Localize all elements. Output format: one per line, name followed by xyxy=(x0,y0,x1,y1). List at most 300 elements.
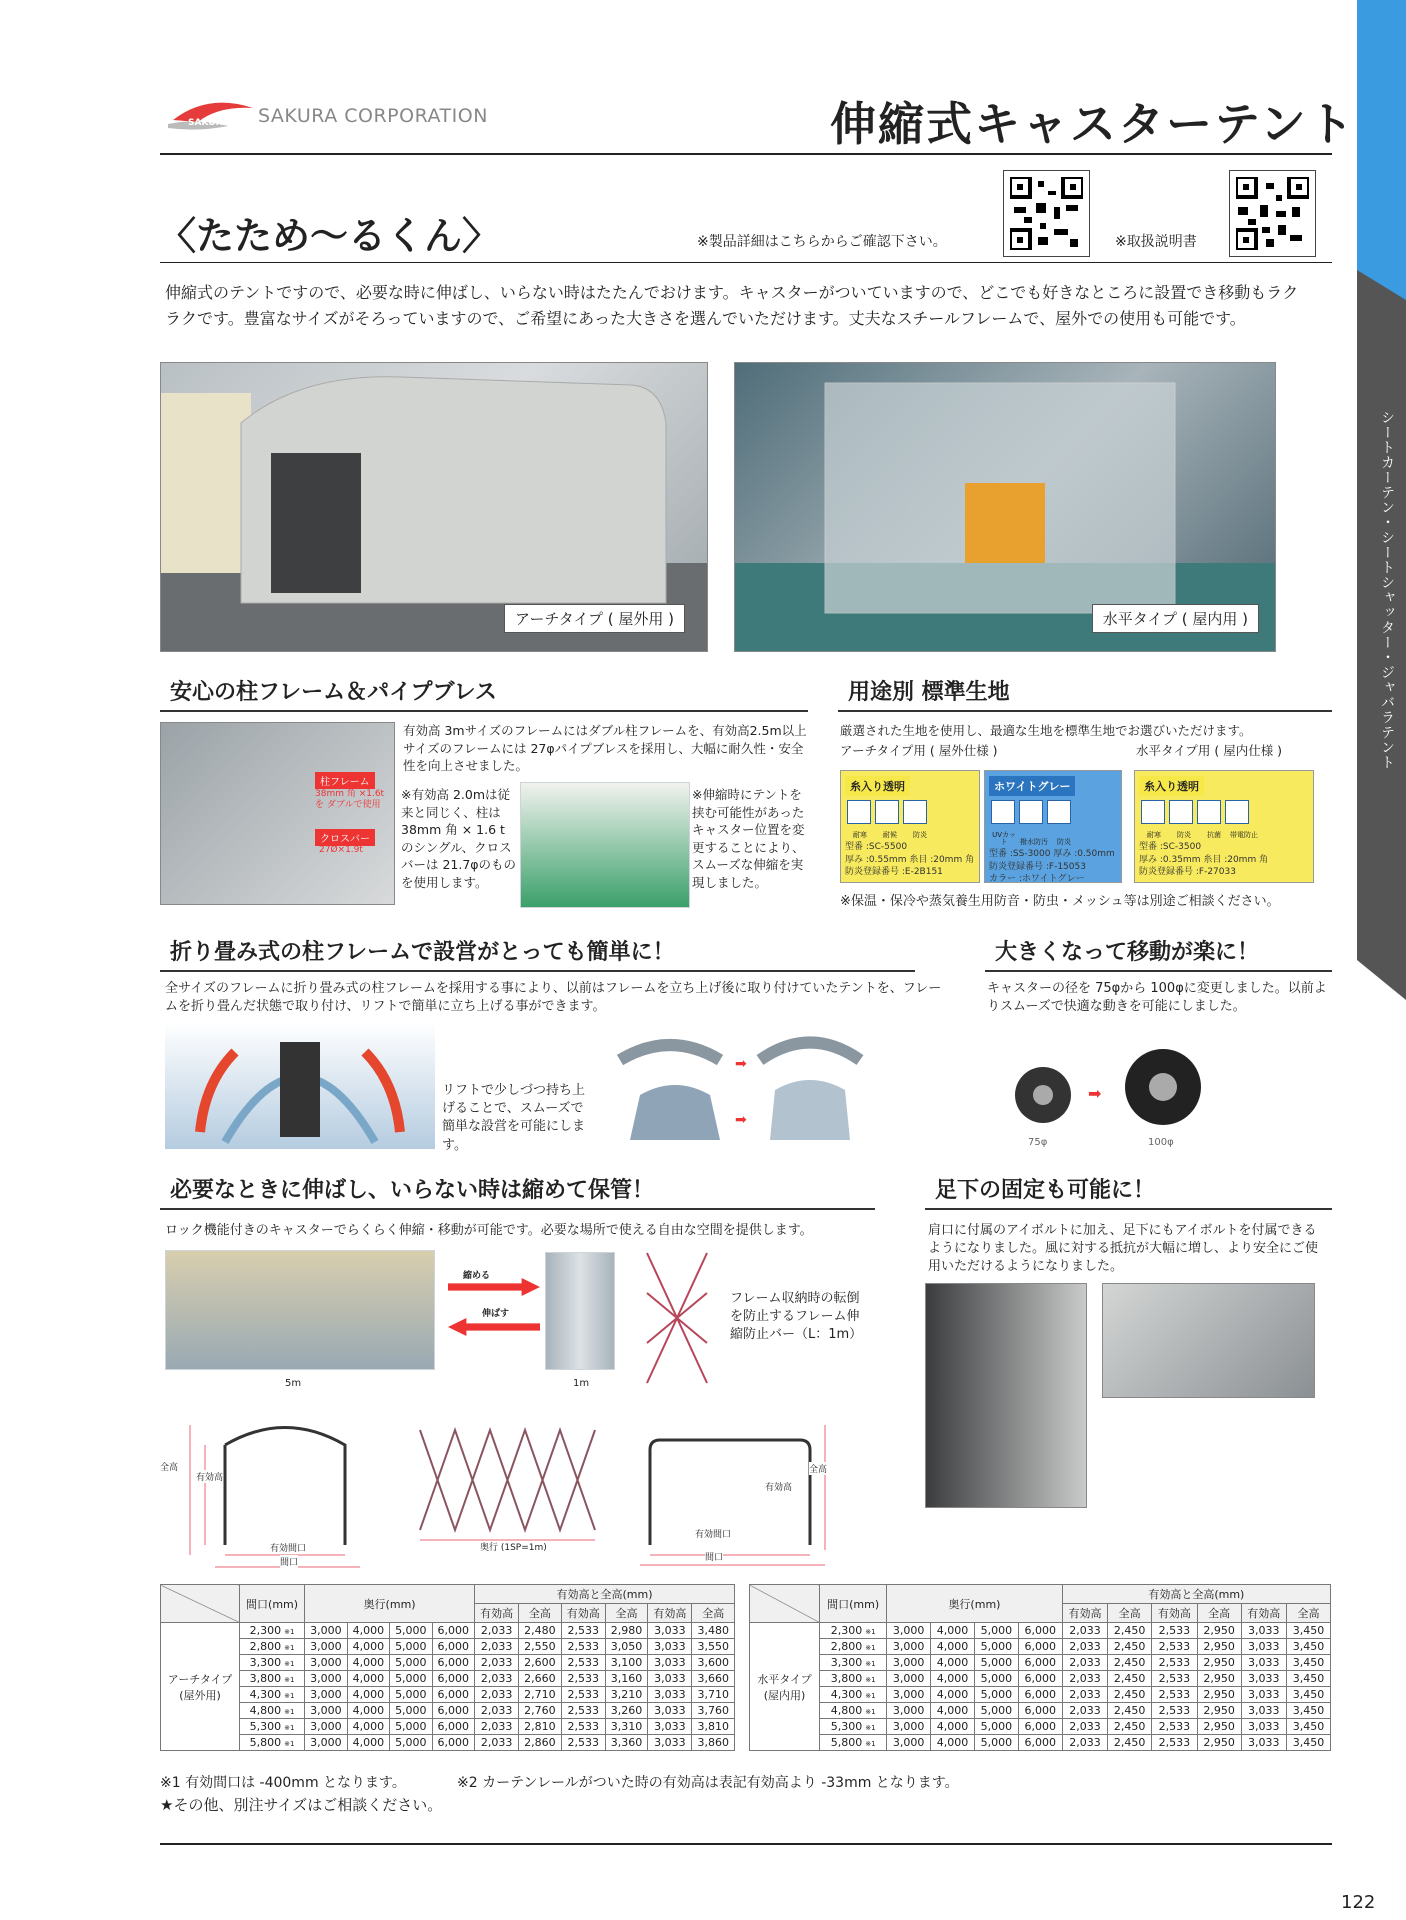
fabric-section-title: 用途別 標準生地 xyxy=(838,675,1332,712)
depth-cell: 6,000 xyxy=(1018,1671,1062,1687)
fabric-spec-line: 型番 :SC-5500 xyxy=(845,842,908,852)
head-effective-height: 有効高 xyxy=(648,1604,692,1623)
opening-value: 2,300 xyxy=(830,1624,863,1637)
shrink-label: 縮める xyxy=(463,1271,491,1281)
type-name: 水平タイプ xyxy=(757,1672,812,1686)
opening-value: 5,300 xyxy=(830,1720,863,1733)
fold-text: 全サイズのフレームに折り畳み式の柱フレームを採用する事により、以前はフレームを立ち上げ後に取り付けていたテントを、フレームを折り畳んだ状態で取り付け、リフトで簡単に立ち上げる事ができます。 xyxy=(165,981,942,1015)
effective-height-cell: 2,533 xyxy=(1152,1687,1198,1703)
head-total-height: 全高 xyxy=(605,1604,647,1623)
frame-text: 有効高 3mサイズのフレームにはダブル柱フレームを、有効高2.5m以上サイズのフレームには 27φパイプブレスを採用し、大幅に耐久性・安全性を向上させました。 xyxy=(403,723,807,773)
table-row xyxy=(161,1687,735,1703)
page-title: 伸縮式キャスターテント xyxy=(830,97,1356,151)
depth-cell: 3,000 xyxy=(305,1687,347,1703)
table-row xyxy=(161,1719,735,1735)
extend-label: 伸ばす xyxy=(482,1309,510,1319)
column-label: 柱フレーム xyxy=(315,772,375,789)
opening-mark: ※1 xyxy=(865,1740,876,1748)
side-tab-label: シートカーテン・シートシャッター・ジャバラテント xyxy=(1379,410,1395,770)
fabric-card-header: ホワイトグレー xyxy=(989,776,1075,796)
head-depth: 奥行(mm) xyxy=(887,1585,1062,1623)
depth-cell: 5,000 xyxy=(390,1687,432,1703)
fix-section-title: 足下の固定も可能に！ xyxy=(925,1173,1332,1210)
spec-table xyxy=(160,1584,735,1751)
opening-cell xyxy=(820,1671,887,1687)
dim-total-height: 全高 xyxy=(160,1463,179,1473)
depth-cell: 5,000 xyxy=(390,1719,432,1735)
head-total-height: 全高 xyxy=(519,1604,561,1623)
depth-cell: 5,000 xyxy=(390,1639,432,1655)
total-height-cell: 2,950 xyxy=(1197,1671,1241,1687)
effective-height-cell: 3,033 xyxy=(648,1671,692,1687)
total-height-cell: 2,950 xyxy=(1197,1623,1241,1639)
frame-section-title: 安心の柱フレーム＆パイプブレス xyxy=(160,675,808,712)
total-height-cell: 3,450 xyxy=(1287,1687,1331,1703)
effective-height-cell: 2,533 xyxy=(561,1719,605,1735)
table-row xyxy=(750,1719,1331,1735)
depth-cell: 3,000 xyxy=(887,1623,931,1639)
type-label xyxy=(161,1623,240,1751)
effective-height-cell: 3,033 xyxy=(1241,1687,1287,1703)
opening-value: 5,800 xyxy=(249,1736,282,1749)
cross-label: クロスバー xyxy=(315,829,375,846)
effective-height-cell: 2,033 xyxy=(475,1735,519,1751)
opening-mark: ※1 xyxy=(865,1644,876,1652)
depth-cell: 5,000 xyxy=(974,1639,1018,1655)
depth-cell: 3,000 xyxy=(887,1639,931,1655)
fabric-spec-line: 型番 :SS-3000 厚み :0.50mm xyxy=(989,849,1115,859)
head-opening: 間口(mm) xyxy=(239,1585,304,1623)
fabric-arch-label: アーチタイプ用 ( 屋外仕様 ) xyxy=(840,743,998,758)
effective-height-cell: 2,033 xyxy=(1062,1735,1108,1751)
depth-cell: 3,000 xyxy=(887,1655,931,1671)
effective-height-cell: 2,033 xyxy=(1062,1671,1108,1687)
footnote-2: ※2 カーテンレールがついた時の有効高は表記有効高より -33mm となります。 xyxy=(457,1775,959,1791)
arrow-glyph: ➡ xyxy=(735,1112,747,1128)
depth-cell: 5,000 xyxy=(974,1719,1018,1735)
frame-photo xyxy=(160,722,395,905)
total-height-cell: 2,950 xyxy=(1197,1719,1241,1735)
opening-value: 3,300 xyxy=(830,1656,863,1669)
table-row xyxy=(750,1623,1331,1639)
opening-mark: ※1 xyxy=(865,1676,876,1684)
flat-dimension-drawing xyxy=(625,1410,855,1570)
caster-illustration xyxy=(520,782,690,908)
move-section-title: 大きくなって移動が楽に！ xyxy=(985,935,1332,972)
depth-cell: 4,000 xyxy=(347,1655,389,1671)
qr-code-detail[interactable] xyxy=(1003,170,1090,257)
depth-cell: 6,000 xyxy=(1018,1735,1062,1751)
fabric-spec-line: 厚み :0.35mm 糸目 :20mm 角 xyxy=(1139,854,1269,865)
arrow-glyph: ➡ xyxy=(1088,1084,1102,1103)
total-height-cell: 2,950 xyxy=(1197,1687,1241,1703)
fabric-feature-icon xyxy=(1141,800,1165,824)
fabric-card-header: 糸入り透明 xyxy=(845,776,910,796)
lift-illustration xyxy=(165,1022,435,1149)
brand-logo xyxy=(168,98,258,134)
opening-mark: ※1 xyxy=(284,1724,295,1732)
depth-cell: 5,000 xyxy=(974,1735,1018,1751)
fabric-feature-label: 耐寒 xyxy=(1147,831,1161,839)
table-row xyxy=(750,1687,1331,1703)
fabric-text: 厳選された生地を使用し、最適な生地を標準生地でお選びいただけます。 xyxy=(840,723,1252,738)
depth-cell: 6,000 xyxy=(432,1623,474,1639)
frame-note-height: ※有効高 2.0mは従来と同じく、柱は 38mm 角 × 1.6 t のシングル、クロスバーは 21.7φのものを使用します。 xyxy=(401,787,517,890)
effective-height-cell: 3,033 xyxy=(1241,1719,1287,1735)
fabric-card xyxy=(1134,770,1314,883)
total-height-cell: 3,260 xyxy=(605,1703,647,1719)
effective-height-cell: 2,533 xyxy=(1152,1655,1198,1671)
opening-value: 3,800 xyxy=(249,1672,282,1685)
effective-height-cell: 2,533 xyxy=(1152,1735,1198,1751)
opening-mark: ※1 xyxy=(865,1692,876,1700)
total-height-cell: 3,450 xyxy=(1287,1671,1331,1687)
total-height-cell: 3,450 xyxy=(1287,1735,1331,1751)
total-height-cell: 3,450 xyxy=(1287,1639,1331,1655)
subheader-rule xyxy=(160,262,1332,263)
effective-height-cell: 2,533 xyxy=(561,1623,605,1639)
depth-cell: 3,000 xyxy=(887,1687,931,1703)
total-height-cell: 2,450 xyxy=(1108,1639,1152,1655)
qr-note-manual: ※取扱説明書 xyxy=(1115,234,1197,250)
total-height-cell: 2,810 xyxy=(519,1719,561,1735)
fabric-feature-icon xyxy=(1047,800,1071,824)
effective-height-cell: 2,033 xyxy=(475,1655,519,1671)
stretch-extended-illustration xyxy=(165,1250,435,1370)
total-height-cell: 3,450 xyxy=(1287,1703,1331,1719)
fabric-feature-label: 耐寒 xyxy=(853,831,867,839)
fabric-feature-icon xyxy=(903,800,927,824)
head-total-height: 全高 xyxy=(692,1604,735,1623)
effective-height-cell: 3,033 xyxy=(648,1703,692,1719)
effective-height-cell: 2,033 xyxy=(475,1671,519,1687)
opening-value: 2,800 xyxy=(249,1640,282,1653)
depth-cell: 4,000 xyxy=(347,1703,389,1719)
depth-cell: 3,000 xyxy=(305,1735,347,1751)
dim-effective-opening: 有効間口 xyxy=(270,1541,306,1554)
depth-cell: 5,000 xyxy=(390,1655,432,1671)
fabric-flat-label: 水平タイプ用 ( 屋内仕様 ) xyxy=(1136,743,1283,758)
type-sub: (屋外用) xyxy=(179,1688,221,1702)
depth-cell: 6,000 xyxy=(432,1655,474,1671)
total-height-cell: 2,450 xyxy=(1108,1703,1152,1719)
head-total-height: 全高 xyxy=(1108,1604,1152,1623)
total-height-cell: 3,710 xyxy=(692,1687,735,1703)
total-height-cell: 3,050 xyxy=(605,1639,647,1655)
head-opening: 間口(mm) xyxy=(820,1585,887,1623)
opening-mark: ※1 xyxy=(284,1740,295,1748)
table-row xyxy=(161,1703,735,1719)
brand-name: SAKURA CORPORATION xyxy=(258,105,488,127)
depth-cell: 4,000 xyxy=(931,1687,975,1703)
total-height-cell: 3,810 xyxy=(692,1719,735,1735)
spec-table-flat xyxy=(749,1584,1331,1751)
depth-cell: 3,000 xyxy=(305,1655,347,1671)
effective-height-cell: 2,533 xyxy=(1152,1639,1198,1655)
head-effective-height: 有効高 xyxy=(561,1604,605,1623)
flat-tent-photo xyxy=(734,362,1276,652)
total-height-cell: 2,480 xyxy=(519,1623,561,1639)
depth-cell: 4,000 xyxy=(347,1735,389,1751)
length-1m: 1m xyxy=(573,1378,590,1389)
shrink-arrow xyxy=(448,1278,540,1296)
depth-cell: 6,000 xyxy=(432,1719,474,1735)
folded-frame-illustration xyxy=(642,1248,712,1388)
effective-height-cell: 2,533 xyxy=(1152,1719,1198,1735)
depth-dimension-drawing xyxy=(415,1420,610,1570)
fabric-feature-label: 防炎 xyxy=(913,831,927,839)
opening-cell xyxy=(820,1687,887,1703)
qr-code-manual[interactable] xyxy=(1229,170,1316,257)
caster-wheels-icon xyxy=(988,1025,1218,1135)
dim-depth: 奥行 (1SP=1m) xyxy=(480,1543,547,1553)
total-height-cell: 3,660 xyxy=(692,1671,735,1687)
caster-compare-illustration xyxy=(988,1025,1218,1155)
total-height-cell: 3,310 xyxy=(605,1719,647,1735)
fabric-feature-icon xyxy=(1197,800,1221,824)
opening-cell xyxy=(239,1735,304,1751)
arch-caption: アーチタイプ ( 屋外用 ) xyxy=(504,604,685,633)
effective-height-cell: 2,533 xyxy=(1152,1703,1198,1719)
effective-height-cell: 3,033 xyxy=(1241,1671,1287,1687)
total-height-cell: 2,950 xyxy=(1197,1639,1241,1655)
fabric-spec-line: 防炎登録番号 :F-15053 xyxy=(989,861,1086,872)
qr-note-detail: ※製品詳細はこちらからご確認下さい。 xyxy=(697,234,947,250)
depth-cell: 6,000 xyxy=(432,1687,474,1703)
depth-cell: 4,000 xyxy=(931,1719,975,1735)
effective-height-cell: 2,033 xyxy=(475,1703,519,1719)
length-5m: 5m xyxy=(285,1378,302,1389)
fix-text: 肩口に付属のアイボルトに加え、足下にもアイボルトを付属できるようになりました。風に対する抵抗が大幅に増し、より安全にご使用いただけるようになりました。 xyxy=(928,1223,1319,1275)
head-effective-height: 有効高 xyxy=(475,1604,519,1623)
arrow-glyph: ➡ xyxy=(735,1056,747,1072)
effective-height-cell: 2,533 xyxy=(1152,1623,1198,1639)
lift-text: リフトで少しづつ持ち上げることで、スムーズで簡単な設営を可能にします。 xyxy=(442,1083,586,1153)
opening-cell xyxy=(820,1639,887,1655)
effective-height-cell: 2,533 xyxy=(561,1703,605,1719)
arch-tent-photo xyxy=(160,362,708,652)
depth-cell: 3,000 xyxy=(887,1671,931,1687)
total-height-cell: 2,950 xyxy=(1197,1703,1241,1719)
dim-total-height: 全高 xyxy=(809,1462,827,1475)
depth-cell: 5,000 xyxy=(390,1735,432,1751)
fabric-feature-label: 防炎 xyxy=(1177,831,1191,839)
opening-cell xyxy=(820,1703,887,1719)
extend-arrow xyxy=(448,1318,540,1336)
arch-dimension-drawing xyxy=(160,1405,410,1570)
opening-mark: ※1 xyxy=(284,1628,295,1636)
total-height-cell: 2,550 xyxy=(519,1639,561,1655)
frame-note-caster: ※伸縮時にテントを挟む可能性があったキャスター位置を変更することにより、スムーズな伸縮を実現しました。 xyxy=(692,787,805,890)
fold-sequence-illustration xyxy=(610,1020,870,1150)
table-row xyxy=(750,1671,1331,1687)
depth-dimension-icon xyxy=(415,1420,610,1550)
total-height-cell: 2,950 xyxy=(1197,1735,1241,1751)
total-height-cell: 3,160 xyxy=(605,1671,647,1687)
total-height-cell: 2,450 xyxy=(1108,1623,1152,1639)
fix-photo-left xyxy=(925,1283,1087,1508)
opening-mark: ※1 xyxy=(284,1660,295,1668)
total-height-cell: 2,660 xyxy=(519,1671,561,1687)
opening-cell xyxy=(820,1655,887,1671)
head-total-height: 全高 xyxy=(1287,1604,1331,1623)
sakura-logo-icon xyxy=(168,98,258,134)
effective-height-cell: 3,033 xyxy=(1241,1655,1287,1671)
depth-cell: 6,000 xyxy=(1018,1655,1062,1671)
opening-value: 5,300 xyxy=(249,1720,282,1733)
effective-height-cell: 2,033 xyxy=(475,1639,519,1655)
head-depth: 奥行(mm) xyxy=(305,1585,475,1623)
total-height-cell: 3,450 xyxy=(1287,1623,1331,1639)
head-total-height: 全高 xyxy=(1197,1604,1241,1623)
head-height-group: 有効高と全高(mm) xyxy=(1062,1585,1330,1604)
opening-mark: ※1 xyxy=(865,1628,876,1636)
depth-cell: 4,000 xyxy=(931,1703,975,1719)
depth-cell: 6,000 xyxy=(432,1671,474,1687)
head-effective-height: 有効高 xyxy=(1152,1604,1198,1623)
depth-cell: 4,000 xyxy=(347,1719,389,1735)
qr-code-icon xyxy=(1236,177,1309,250)
cross-detail: 27Ø×1.9t xyxy=(319,845,363,855)
effective-height-cell: 3,033 xyxy=(648,1623,692,1639)
opening-cell xyxy=(239,1671,304,1687)
type-label xyxy=(750,1623,820,1751)
head-height-group: 有効高と全高(mm) xyxy=(475,1585,735,1604)
table-row xyxy=(750,1639,1331,1655)
fabric-feature-label: 防炎 xyxy=(1057,838,1071,846)
side-tab-accent xyxy=(1357,0,1406,300)
footnote-1: ※1 有効間口は -400mm となります。 xyxy=(160,1775,406,1791)
effective-height-cell: 2,533 xyxy=(1152,1671,1198,1687)
caster-small-label: 75φ xyxy=(1028,1137,1048,1148)
opening-mark: ※1 xyxy=(284,1708,295,1716)
opening-cell xyxy=(820,1623,887,1639)
depth-cell: 4,000 xyxy=(931,1655,975,1671)
opening-value: 2,800 xyxy=(830,1640,863,1653)
fabric-card-header: 糸入り透明 xyxy=(1139,776,1204,796)
flat-caption: 水平タイプ ( 屋内用 ) xyxy=(1092,604,1259,633)
spec-table xyxy=(749,1584,1331,1751)
opening-cell xyxy=(820,1719,887,1735)
effective-height-cell: 2,033 xyxy=(1062,1687,1108,1703)
depth-cell: 6,000 xyxy=(432,1703,474,1719)
opening-mark: ※1 xyxy=(865,1708,876,1716)
depth-cell: 4,000 xyxy=(931,1639,975,1655)
depth-cell: 3,000 xyxy=(305,1671,347,1687)
page-number: 122 xyxy=(1341,1892,1376,1913)
total-height-cell: 2,600 xyxy=(519,1655,561,1671)
depth-cell: 3,000 xyxy=(887,1703,931,1719)
depth-cell: 6,000 xyxy=(1018,1639,1062,1655)
depth-cell: 3,000 xyxy=(887,1735,931,1751)
total-height-cell: 2,450 xyxy=(1108,1655,1152,1671)
fabric-note: ※保温・保冷や蒸気養生用防音・防虫・メッシュ等は別途ご相談ください。 xyxy=(840,894,1280,909)
dim-opening: 間口 xyxy=(705,1550,723,1563)
fabric-card xyxy=(984,770,1122,883)
table-row xyxy=(750,1703,1331,1719)
opening-value: 4,800 xyxy=(830,1704,863,1717)
opening-cell xyxy=(239,1687,304,1703)
total-height-cell: 2,950 xyxy=(1197,1655,1241,1671)
opening-mark: ※1 xyxy=(284,1644,295,1652)
opening-mark: ※1 xyxy=(284,1692,295,1700)
total-height-cell: 3,100 xyxy=(605,1655,647,1671)
effective-height-cell: 2,033 xyxy=(1062,1719,1108,1735)
type-name: アーチタイプ xyxy=(167,1672,233,1686)
effective-height-cell: 3,033 xyxy=(648,1655,692,1671)
table-corner xyxy=(750,1585,820,1623)
fabric-spec-line: 厚み :0.55mm 糸目 :20mm 角 xyxy=(845,854,975,865)
depth-cell: 6,000 xyxy=(1018,1719,1062,1735)
depth-cell: 6,000 xyxy=(432,1639,474,1655)
opening-mark: ※1 xyxy=(865,1660,876,1668)
move-text: キャスターの径を 75φから 100φに変更しました。以前よりスムーズで快適な動きを可能にしました。 xyxy=(987,981,1327,1015)
effective-height-cell: 3,033 xyxy=(648,1687,692,1703)
fold-section-title: 折り畳み式の柱フレームで設営がとっても簡単に！ xyxy=(160,935,915,972)
stretch-folded-illustration xyxy=(545,1252,615,1370)
fabric-feature-icon xyxy=(1019,800,1043,824)
logo-text: SAKURA xyxy=(188,118,230,128)
effective-height-cell: 2,533 xyxy=(561,1639,605,1655)
table-row xyxy=(161,1623,735,1639)
depth-cell: 4,000 xyxy=(931,1623,975,1639)
depth-cell: 5,000 xyxy=(390,1671,432,1687)
depth-cell: 3,000 xyxy=(305,1719,347,1735)
head-effective-height: 有効高 xyxy=(1241,1604,1287,1623)
total-height-cell: 3,600 xyxy=(692,1655,735,1671)
opening-cell xyxy=(239,1719,304,1735)
effective-height-cell: 2,533 xyxy=(561,1687,605,1703)
fabric-feature-icon xyxy=(1169,800,1193,824)
total-height-cell: 3,480 xyxy=(692,1623,735,1639)
fabric-feature-label: 耐候 xyxy=(883,831,897,839)
fabric-spec-line: 型番 :SC-3500 xyxy=(1139,842,1202,852)
dim-effective-height: 有効高 xyxy=(765,1483,793,1493)
depth-cell: 3,000 xyxy=(887,1719,931,1735)
fabric-feature-icon xyxy=(847,800,871,824)
opening-value: 4,800 xyxy=(249,1704,282,1717)
effective-height-cell: 2,033 xyxy=(1062,1623,1108,1639)
opening-value: 4,300 xyxy=(249,1688,282,1701)
total-height-cell: 2,980 xyxy=(605,1623,647,1639)
effective-height-cell: 3,033 xyxy=(1241,1735,1287,1751)
table-row xyxy=(750,1655,1331,1671)
dim-opening: 間口 xyxy=(280,1555,298,1568)
stretch-text: ロック機能付きのキャスターでらくらく伸縮・移動が可能です。必要な場所で使える自由な空間を提供します。 xyxy=(165,1223,813,1238)
effective-height-cell: 3,033 xyxy=(1241,1703,1287,1719)
total-height-cell: 2,760 xyxy=(519,1703,561,1719)
table-corner xyxy=(161,1585,240,1623)
depth-cell: 3,000 xyxy=(305,1639,347,1655)
intro-text: 伸縮式のテントですので、必要な時に伸ばし、いらない時はたたんでおけます。キャスターがついていますので、どこでも好きなところに設置でき移動もラクラクです。豊富なサイズがそろっていますので、ご希望にあった大きさを選んでいただけます。丈夫なスチールフレームで、屋外での使用も可能です。 xyxy=(165,283,1299,329)
depth-cell: 6,000 xyxy=(1018,1623,1062,1639)
depth-cell: 4,000 xyxy=(347,1623,389,1639)
fabric-card xyxy=(840,770,980,883)
opening-value: 2,300 xyxy=(249,1624,282,1637)
total-height-cell: 2,450 xyxy=(1108,1687,1152,1703)
opening-cell xyxy=(820,1735,887,1751)
header-rule xyxy=(160,153,1332,155)
dim-effective-height: 有効高 xyxy=(196,1470,223,1483)
effective-height-cell: 2,033 xyxy=(475,1687,519,1703)
effective-height-cell: 3,033 xyxy=(1241,1623,1287,1639)
effective-height-cell: 2,033 xyxy=(475,1623,519,1639)
table-row xyxy=(161,1671,735,1687)
effective-height-cell: 3,033 xyxy=(648,1639,692,1655)
opening-cell xyxy=(239,1623,304,1639)
depth-cell: 5,000 xyxy=(974,1687,1018,1703)
opening-value: 3,800 xyxy=(830,1672,863,1685)
